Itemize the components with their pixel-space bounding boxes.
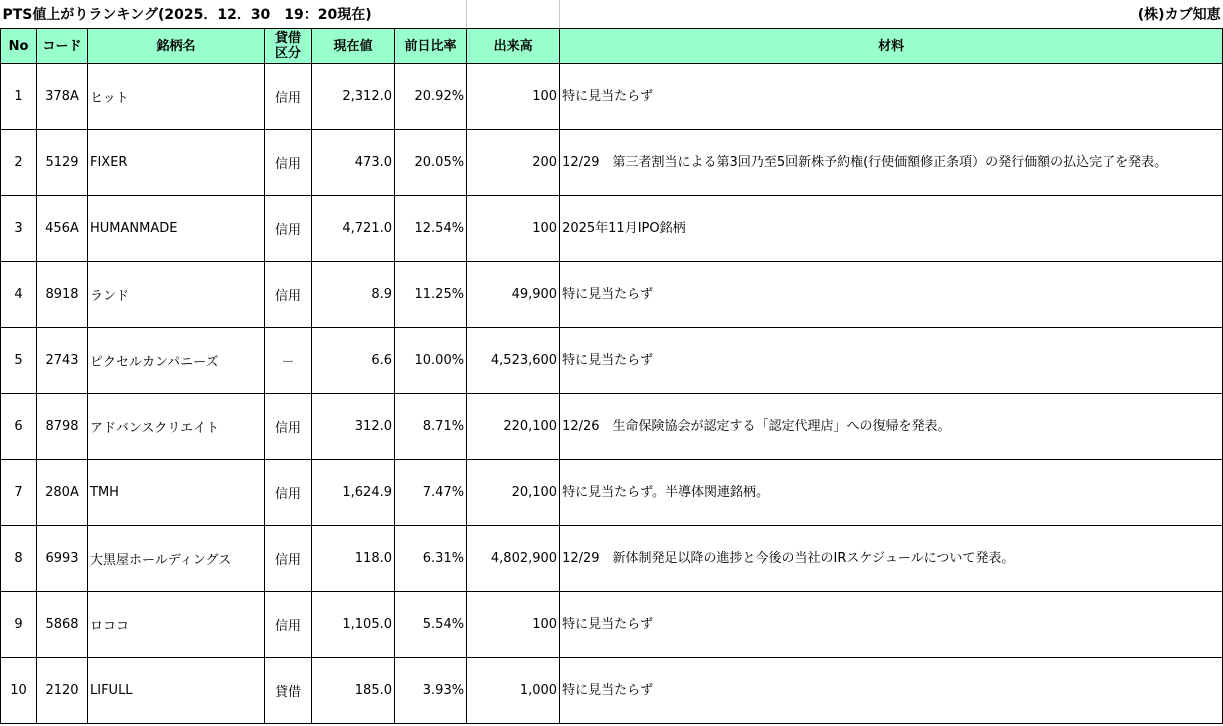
cell-name: アドバンスクリエイト	[88, 394, 265, 460]
cell-price: 118.0	[312, 526, 395, 592]
cell-margin: －	[265, 328, 312, 394]
cell-price: 1,624.9	[312, 460, 395, 526]
cell-name: HUMANMADE	[88, 196, 265, 262]
cell-name: LIFULL	[88, 658, 265, 724]
table-row	[1, 592, 1223, 658]
cell-code: 6993	[37, 526, 88, 592]
cell-material: 特に見当たらず	[560, 262, 1223, 328]
cell-change: 10.00%	[395, 328, 467, 394]
cell-code: 2743	[37, 328, 88, 394]
table-row	[1, 658, 1223, 724]
cell-margin: 信用	[265, 460, 312, 526]
cell-volume: 100	[467, 196, 560, 262]
col-header-material: 材料	[560, 29, 1223, 64]
cell-name: ロココ	[88, 592, 265, 658]
table-row	[1, 64, 1223, 130]
cell-material: 2025年11月IPO銘柄	[560, 196, 1223, 262]
cell-code: 280A	[37, 460, 88, 526]
cell-no: 1	[1, 64, 37, 130]
cell-change: 3.93%	[395, 658, 467, 724]
cell-name: ピクセルカンパニーズ	[88, 328, 265, 394]
cell-no: 7	[1, 460, 37, 526]
cell-change: 20.05%	[395, 130, 467, 196]
cell-change: 7.47%	[395, 460, 467, 526]
table-row	[1, 196, 1223, 262]
cell-price: 312.0	[312, 394, 395, 460]
col-header-margin-line2: 区分	[274, 46, 301, 61]
col-header-change: 前日比率	[395, 29, 467, 64]
cell-volume: 49,900	[467, 262, 560, 328]
cell-code: 456A	[37, 196, 88, 262]
cell-price: 185.0	[312, 658, 395, 724]
cell-no: 3	[1, 196, 37, 262]
page-title: PTS値上がりランキング(2025．12．30 19：20現在)	[1, 0, 467, 29]
cell-price: 8.9	[312, 262, 395, 328]
cell-volume: 100	[467, 64, 560, 130]
cell-material: 特に見当たらず	[560, 592, 1223, 658]
col-header-margin	[265, 29, 312, 64]
title-row	[1, 0, 1223, 29]
cell-name: ランド	[88, 262, 265, 328]
cell-no: 6	[1, 394, 37, 460]
col-header-no: No	[1, 29, 37, 64]
source-label: (株)カブ知恵	[560, 0, 1223, 29]
cell-volume: 4,802,900	[467, 526, 560, 592]
cell-name: ヒット	[88, 64, 265, 130]
cell-material: 特に見当たらず	[560, 328, 1223, 394]
table-row	[1, 394, 1223, 460]
cell-material: 12/29 新体制発足以降の進捗と今後の当社のIRスケジュールについて発表。	[560, 526, 1223, 592]
cell-change: 20.92%	[395, 64, 467, 130]
col-header-code: コード	[37, 29, 88, 64]
col-header-margin-line1: 貸借	[274, 31, 301, 46]
cell-code: 2120	[37, 658, 88, 724]
cell-margin: 信用	[265, 262, 312, 328]
cell-name: FIXER	[88, 130, 265, 196]
cell-change: 11.25%	[395, 262, 467, 328]
table-row	[1, 460, 1223, 526]
cell-margin: 信用	[265, 592, 312, 658]
cell-code: 8798	[37, 394, 88, 460]
cell-material: 12/26 生命保険協会が認定する「認定代理店」への復帰を発表。	[560, 394, 1223, 460]
col-header-price: 現在値	[312, 29, 395, 64]
cell-margin: 信用	[265, 130, 312, 196]
cell-code: 5868	[37, 592, 88, 658]
cell-no: 4	[1, 262, 37, 328]
cell-volume: 220,100	[467, 394, 560, 460]
cell-no: 2	[1, 130, 37, 196]
col-header-volume: 出来高	[467, 29, 560, 64]
title-spacer	[467, 0, 560, 29]
cell-change: 6.31%	[395, 526, 467, 592]
cell-margin: 信用	[265, 196, 312, 262]
cell-material: 12/29 第三者割当による第3回乃至5回新株予約権(行使価額修正条項）の発行価額の払込完了を発表。	[560, 130, 1223, 196]
cell-name: 大黒屋ホールディングス	[88, 526, 265, 592]
cell-no: 5	[1, 328, 37, 394]
cell-margin: 信用	[265, 526, 312, 592]
cell-code: 5129	[37, 130, 88, 196]
table-row	[1, 130, 1223, 196]
col-header-name: 銘柄名	[88, 29, 265, 64]
cell-price: 473.0	[312, 130, 395, 196]
cell-volume: 4,523,600	[467, 328, 560, 394]
header-row	[1, 29, 1223, 64]
cell-change: 12.54%	[395, 196, 467, 262]
cell-volume: 200	[467, 130, 560, 196]
cell-price: 6.6	[312, 328, 395, 394]
cell-price: 4,721.0	[312, 196, 395, 262]
cell-margin: 貸借	[265, 658, 312, 724]
cell-change: 8.71%	[395, 394, 467, 460]
cell-change: 5.54%	[395, 592, 467, 658]
cell-code: 378A	[37, 64, 88, 130]
cell-no: 9	[1, 592, 37, 658]
cell-margin: 信用	[265, 64, 312, 130]
cell-no: 10	[1, 658, 37, 724]
table-row	[1, 526, 1223, 592]
cell-margin: 信用	[265, 394, 312, 460]
table-row	[1, 328, 1223, 394]
cell-name: TMH	[88, 460, 265, 526]
table-row	[1, 262, 1223, 328]
cell-code: 8918	[37, 262, 88, 328]
cell-volume: 1,000	[467, 658, 560, 724]
cell-volume: 100	[467, 592, 560, 658]
cell-material: 特に見当たらず	[560, 64, 1223, 130]
cell-price: 1,105.0	[312, 592, 395, 658]
cell-volume: 20,100	[467, 460, 560, 526]
cell-no: 8	[1, 526, 37, 592]
cell-price: 2,312.0	[312, 64, 395, 130]
cell-material: 特に見当たらず	[560, 658, 1223, 724]
cell-material: 特に見当たらず。半導体関連銘柄。	[560, 460, 1223, 526]
